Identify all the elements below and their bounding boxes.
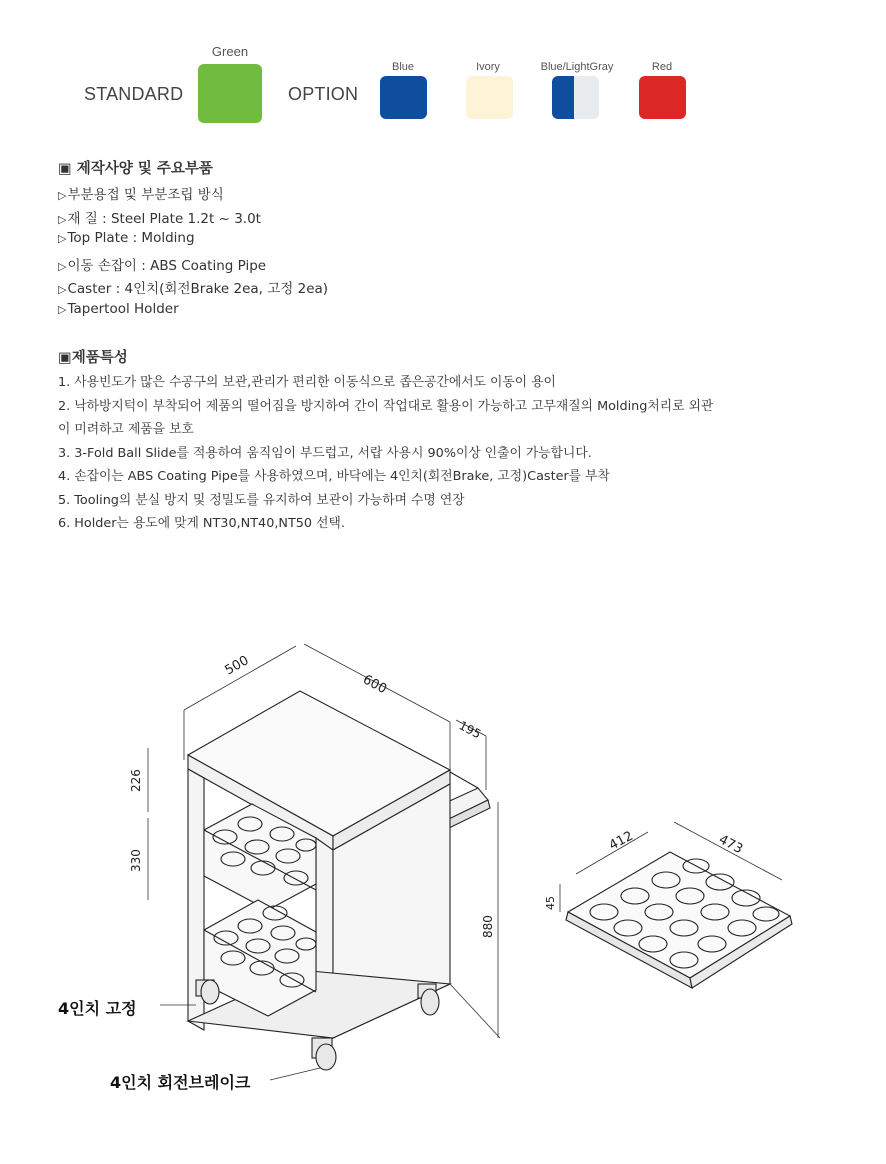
dim-45: 45: [544, 896, 557, 910]
option-ivory-swatch: [466, 76, 513, 119]
option-blue-lightgray-swatch: [552, 76, 599, 119]
specs-list: [58, 183, 328, 324]
spec-item: ▷Caster : 4인치(회전Brake 2ea, 고정 2ea): [58, 281, 329, 297]
dim-412: 412: [606, 828, 636, 854]
option-red-swatch: [639, 76, 686, 119]
specs-title: ▣ 제작사양 및 주요부품: [58, 161, 213, 177]
feature-line: 5. Tooling의 분실 방지 및 정밀도를 유지하여 보관이 가능하며 수명 연장: [58, 492, 465, 508]
standard-label: STANDARD: [84, 84, 184, 104]
option-red-name: Red: [651, 61, 673, 73]
standard-color-name: Green: [211, 44, 249, 59]
dim-500: 500: [222, 653, 252, 679]
caster-brake-label: 4인치 회전브레이크: [110, 1073, 251, 1092]
standard-green-swatch: [198, 64, 262, 123]
feature-line: 이 미려하고 제품을 보호: [58, 422, 194, 437]
spec-item: ▷Top Plate : Molding: [58, 230, 195, 246]
option-blue-lightgray-name: Blue/LightGray: [540, 61, 614, 73]
dim-330: 330: [129, 849, 143, 872]
option-blue-swatch: [380, 76, 427, 119]
tool-cart-drawing: [0, 560, 886, 1150]
features-title: ▣제품특성: [58, 350, 128, 366]
feature-line: 3. 3-Fold Ball Slide를 적용하여 움직임이 부드럽고, 서랍 사용시 90%이상 인출이 가능합니다.: [58, 445, 592, 461]
feature-line: 1. 사용빈도가 많은 수공구의 보관,관리가 편리한 이동식으로 좁은공간에서도 이동이 용이: [58, 375, 556, 390]
dim-473: 473: [716, 832, 746, 858]
spec-item: ▷부분용접 및 부분조립 방식: [58, 187, 224, 203]
feature-line: 4. 손잡이는 ABS Coating Pipe를 사용하였으며, 바닥에는 4인치(회전Brake, 고정)Caster를 부착: [58, 469, 610, 484]
dim-600: 600: [360, 672, 390, 698]
spec-item: ▷이동 손잡이 : ABS Coating Pipe: [58, 257, 267, 274]
feature-line: 2. 낙하방지턱이 부착되어 제품의 떨어짐을 방지하여 간이 작업대로 활용이 가능하고 고무재질의 Molding처리로 외관: [58, 398, 714, 414]
spec-item: ▷Tapertool Holder: [58, 300, 179, 317]
option-ivory-name: Ivory: [476, 61, 500, 73]
feature-line: 6. Holder는 용도에 맞게 NT30,NT40,NT50 선택.: [58, 516, 345, 531]
option-blue-name: Blue: [391, 61, 415, 73]
option-label: OPTION: [288, 84, 359, 104]
dim-880: 880: [481, 915, 495, 938]
spec-item: ▷재 질 : Steel Plate 1.2t ~ 3.0t: [58, 210, 261, 227]
caster-fixed-label: 4인치 고정: [58, 999, 137, 1018]
features-list: [58, 371, 713, 536]
dim-195: 195: [456, 718, 484, 742]
dim-226: 226: [129, 769, 143, 792]
